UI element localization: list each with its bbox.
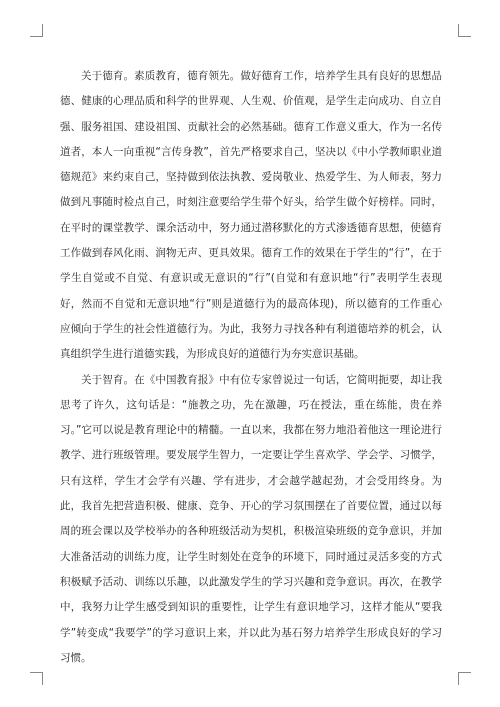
crop-mark-bottom-right: [458, 672, 471, 685]
document-body: [60, 64, 442, 671]
paragraph-moral-education: 关于德育。素质教育，德育领先。做好德育工作，培养学生具有良好的思想品德、健康的心理品质和科学的世界观、人生观、价值观，是学生走向成功、自立自强、服务祖国、建设祖国、贡献社会的必然基础。德育工作意义重大，作为一名传道者，本人一向重视“言传身教”，首先严格要求自己，坚决以《中小学教师职业道德规范》来约束自己，坚持做到依法执教、爱岗敬业、热爱学生、为人师表，努力做到凡事随时检点自己，时刻注意要给学生带个好头，给学生做个好榜样。同时，在平时的课堂教学、课余活动中，努力通过潜移默化的方式渗透德育思想，使德育工作做到春风化雨、润物无声、更具效果。德育工作的效果在于学生的“行”，在于学生自觉或不自觉、有意识或无意识的“行”(自觉和有意识地“行”表明学生表现好，然而不自觉和无意识地“行”则是道德行为的最高体现)，所以德育的工作重心应倾向于学生的社会性道德行为。为此，我努力寻找各种有利道德培养的机会，认真组织学生进行道德实践，为形成良好的道德行为夯实意识基础。: [60, 70, 442, 361]
crop-mark-top-right: [458, 24, 471, 37]
crop-mark-top-left: [30, 24, 43, 37]
crop-mark-bottom-left: [30, 672, 43, 685]
paragraph-intellectual-education: 关于智育。在《中国教育报》中有位专家曾说过一句话，它简明扼要，却让我思考了许久，这句话是：“施教之功，先在激趣，巧在授法，重在练能，贵在养习。”它可以说是教育理论中的精髓。一直以来，我都在努力地沿着他这一理论进行教学、进行班级管理。要发展学生智力，一定要让学生喜欢学、学会学、习惯学，只有这样，学生才会学有兴趣、学有进步，才会越学越起劲，才会受用终身。为此，我首先把营造积极、健康、竞争、开心的学习氛围摆在了首要位置，通过以每周的班会课以及学校举办的各种班级活动为契机，积极渲染班级的竞争意识，并加大准备活动的训练力度，让学生时刻处在竞争的环境下，同时通过灵活多变的方式积极赋予活动、训练以乐趣，以此激发学生的学习兴趣和竞争意识。再次，在教学中，我努力让学生感受到知识的重要性，让学生有意识地学习，这样才能从“要我学”转变成“我要学”的学习意识上来，并以此为基石努力培养学生形成良好的学习习惯。: [60, 373, 442, 664]
